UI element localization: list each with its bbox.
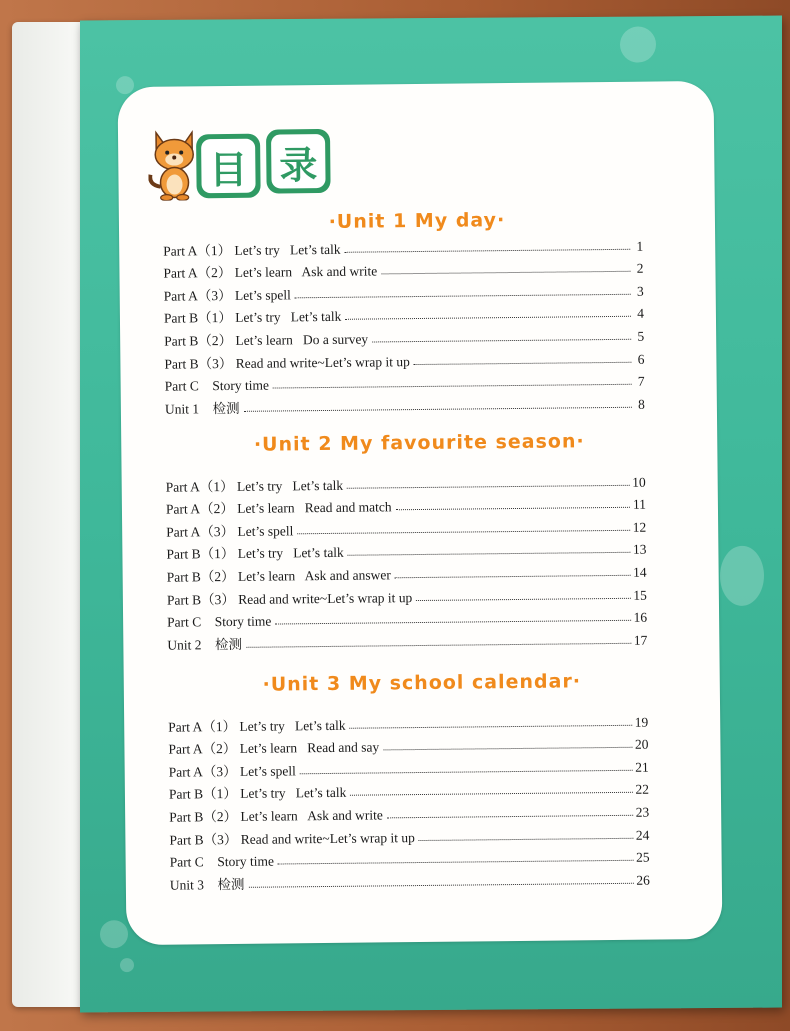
toc-entry-page: 16 xyxy=(633,609,648,625)
dot-leader xyxy=(273,384,632,389)
toc-entry-page: 19 xyxy=(634,714,649,730)
dot-leader xyxy=(350,792,632,796)
toc-entry-page: 7 xyxy=(637,373,645,389)
unit-2-toc xyxy=(166,468,648,654)
decor-bubble xyxy=(720,546,764,606)
toc-entry-page: 13 xyxy=(632,542,647,558)
toc-entry-label: Part A（1） Let’s try Let’s talk xyxy=(163,241,341,259)
toc-card xyxy=(118,81,723,945)
unit-2-title: ·Unit 2 My favourite season· xyxy=(253,430,585,456)
toc-entry-label: Part A（1） Let’s try Let’s talk xyxy=(168,717,346,735)
dot-leader xyxy=(345,316,631,320)
dot-leader xyxy=(381,271,630,275)
dot-leader xyxy=(414,361,632,364)
dot-leader xyxy=(347,484,629,488)
decor-bubble xyxy=(620,26,656,62)
unit-1-title: ·Unit 1 My day· xyxy=(328,209,506,233)
toc-entry-page: 11 xyxy=(632,496,647,512)
toc-entry-page: 5 xyxy=(637,328,645,344)
toc-entry-page: 1 xyxy=(636,238,644,254)
unit-3-toc xyxy=(168,708,650,894)
unit-3-title: ·Unit 3 My school calendar· xyxy=(262,670,582,696)
toc-entry-page: 12 xyxy=(632,519,647,535)
toc-entry-page: 8 xyxy=(638,396,645,412)
toc-entry-label: Part B（1） Let’s try Let’s talk xyxy=(168,785,347,803)
toc-entry-label: Part B（3） Read and write~Let’s wrap it up xyxy=(166,589,413,608)
dot-leader xyxy=(244,407,632,412)
toc-entry-page: 22 xyxy=(635,781,649,798)
toc-heading xyxy=(148,117,369,199)
toc-entry-page: 6 xyxy=(637,351,645,367)
toc-entry-label: Part C Story time xyxy=(164,377,269,394)
toc-entry-page: 4 xyxy=(637,306,645,322)
toc-entry-page: 3 xyxy=(636,283,644,299)
title-char-2: 录 xyxy=(271,134,326,189)
dot-leader xyxy=(300,770,632,774)
dot-leader xyxy=(372,339,631,343)
title-char-1: 目 xyxy=(201,139,256,194)
decor-bubble xyxy=(100,920,128,948)
dot-leader xyxy=(246,643,631,648)
dot-leader xyxy=(395,575,630,578)
toc-entry-label: Part B（1） Let’s try Let’s talk xyxy=(166,545,344,563)
toc-entry-page: 14 xyxy=(633,564,647,580)
toc-entry-label: Part C Story time xyxy=(167,613,272,630)
decor-bubble xyxy=(120,958,134,972)
toc-entry-page: 23 xyxy=(635,804,650,820)
toc-entry-label: Part B（2） Let’s learn Do a survey xyxy=(164,331,369,349)
dot-leader xyxy=(419,837,633,840)
dot-leader xyxy=(350,724,632,728)
title-tile-1 xyxy=(196,134,261,199)
dot-leader xyxy=(416,597,630,600)
dot-leader xyxy=(297,530,629,534)
toc-entry-label: Part B（3） Read and write~Let’s wrap it up xyxy=(169,829,415,848)
dot-leader xyxy=(396,507,630,510)
dot-leader xyxy=(295,294,631,299)
toc-entry-label: Part A（2） Let’s learn Read and match xyxy=(165,499,392,517)
decor-bubble xyxy=(116,76,134,94)
toc-entry-page: 26 xyxy=(636,872,650,888)
dot-leader xyxy=(275,620,630,625)
fox-mascot-icon xyxy=(148,126,201,201)
dot-leader xyxy=(345,248,631,252)
dot-leader xyxy=(249,883,634,888)
toc-entry-label: Part B（3） Read and write~Let’s wrap it up xyxy=(164,353,410,372)
toc-entry-label: Unit 2 检测 xyxy=(167,636,243,653)
toc-entry-label: Part A（1） Let’s try Let’s talk xyxy=(165,477,344,495)
toc-entry-page: 10 xyxy=(632,474,646,490)
toc-entry-label: Part A（3） Let’s spell xyxy=(163,287,291,304)
toc-entry-label: Part B（2） Let’s learn Ask and answer xyxy=(166,567,391,585)
dot-leader xyxy=(383,747,632,751)
toc-entry-label: Part A（3） Let’s spell xyxy=(166,523,294,540)
toc-entry-label: Unit 3 检测 xyxy=(169,876,245,893)
toc-entry-page: 21 xyxy=(635,759,649,775)
dot-leader xyxy=(278,860,633,865)
toc-entry-label: Part A（2） Let’s learn Ask and write xyxy=(163,263,378,281)
toc-entry-page: 25 xyxy=(636,849,650,865)
toc-entry-page: 2 xyxy=(636,260,644,276)
toc-entry-label: Part C Story time xyxy=(169,853,274,870)
toc-entry-page: 20 xyxy=(634,736,649,752)
title-tile-2 xyxy=(266,129,331,194)
toc-entry-label: Part A（3） Let’s spell xyxy=(168,763,296,780)
unit-1-toc xyxy=(163,232,645,418)
toc-entry-label: Part A（2） Let’s learn Read and say xyxy=(168,739,380,757)
toc-entry-label: Part B（1） Let’s try Let’s talk xyxy=(163,309,342,327)
toc-entry-page: 15 xyxy=(633,587,647,603)
dot-leader xyxy=(348,552,630,556)
toc-entry-page: 17 xyxy=(633,632,648,648)
toc-entry-label: Unit 1 检测 xyxy=(164,400,240,417)
toc-entry-label: Part B（2） Let’s learn Ask and write xyxy=(169,807,383,825)
dot-leader xyxy=(387,815,633,819)
toc-entry-page: 24 xyxy=(635,827,650,843)
